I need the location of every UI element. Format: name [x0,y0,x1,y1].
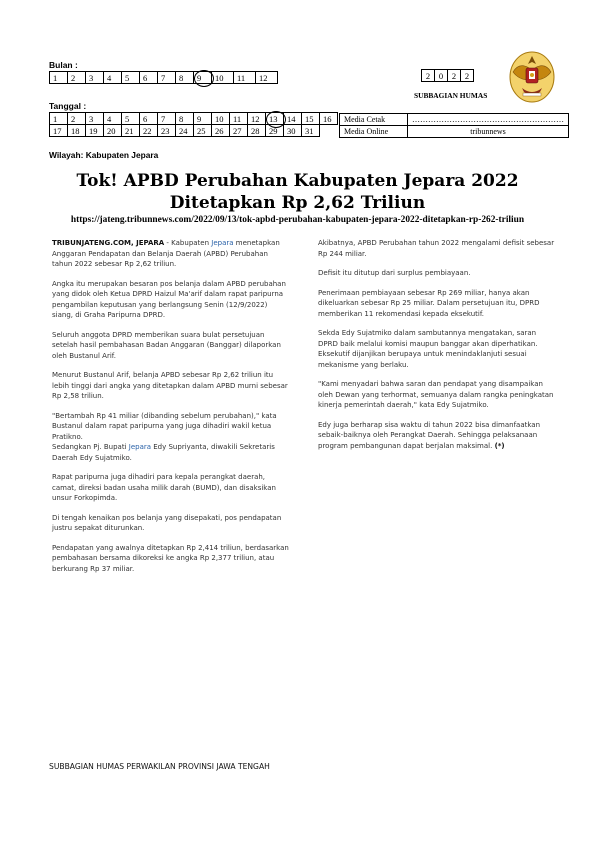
grid-value: 8 [179,113,184,124]
grid-value: 2 [71,113,76,124]
paragraph: TRIBUNJATENG.COM, JEPARA - Kabupaten Jepara menetapkan Anggaran Pendapatan dan Belanja Daerah (APBD) Perubahan tahun 2022 sebesar Rp 2,62 triliun. [52,239,280,268]
grid-cell [176,72,194,84]
grid-value: 6 [143,113,148,124]
grid-cell [158,125,176,137]
paragraph: Sekda Edy Sujatmiko dalam sambutannya mengatakan, saran DPRD baik melalui komisi maupun banggar akan diperhatikan. Eksekutif dijanjikan berupaya untuk menindaklanjuti sesuai mekanisme yang berlaku. [318,329,538,369]
grid-cell [212,72,234,84]
grid-value: 6 [143,72,148,83]
paragraph: Akibatnya, APBD Perubahan tahun 2022 mengalami defisit sebesar Rp 244 miliar. [318,239,555,258]
grid-cell [194,125,212,137]
paragraph: Penerimaan pembiayaan sebesar Rp 269 miliar, hanya akan dikeluarkan sebesar Rp 25 miliar. Dalam persetujuan itu, DPRD memberikan 11 rekomendasi kepada eksekutif. [318,288,540,318]
article-left-column [52,238,290,583]
paragraph: Sedangkan Pj. Bupati Jepara Edy Supriyanta, diwakili Sekretaris Daerah Edy Sujatmiko. [52,443,275,462]
paragraph: Seluruh anggota DPRD memberikan suara bulat persetujuan setelah hasil pembahasan Badan Anggaran (Banggar) dilaporkan oleh Bustanul Arif. [52,330,281,360]
grid-cell [212,113,230,125]
grid-value: 15 [305,113,314,124]
grid-value: 4 [107,113,112,124]
grid-cell [86,125,104,137]
grid-cell [86,113,104,125]
year-digit: 2 [448,70,461,82]
year-digit: 2 [422,70,435,82]
grid-cell [122,113,140,125]
paragraph: Angka itu merupakan besaran pos belanja dalam APBD perubahan yang didok oleh Ketua DPRD Haizul Ma'arif dalam rapat paripurna pengambilan keputusan yang berlangsung Senin (12/9/2022) siang, di Graha Paripurna DPRD. [52,279,286,319]
grid-value: 29 [269,125,278,136]
grid-cell [248,125,266,137]
grid-value: 27 [233,125,242,136]
grid-cell [86,72,104,84]
grid-cell [302,113,320,125]
grid-value: 30 [287,125,296,136]
grid-value: 28 [251,125,260,136]
grid-value: 31 [305,125,314,136]
grid-value: 21 [125,125,134,136]
jepara-link[interactable]: Jepara [128,443,152,451]
media-cetak-value: ………………………………………………… [408,114,569,126]
year-box [421,69,474,82]
grid-value: 5 [125,72,130,83]
footer-org: SUBBAGIAN HUMAS PERWAKILAN PROVINSI JAWA TENGAH [49,762,270,771]
grid-value: 23 [161,125,170,136]
bulan-label: Bulan : [49,60,78,70]
selected-value: 9 [197,72,202,83]
grid-cell [140,72,158,84]
org-name: SUBBAGIAN HUMAS [414,91,488,100]
grid-cell [140,113,158,125]
grid-value: 7 [161,113,166,124]
grid-value: 4 [107,72,112,83]
grid-cell [140,125,158,137]
article-title-line1: Tok! APBD Perubahan Kabupaten Jepara 2022 [76,171,519,191]
grid-value: 14 [287,113,296,124]
grid-value: 11 [237,72,246,83]
grid-cell [104,113,122,125]
grid-value: 20 [107,125,116,136]
grid-cell [176,125,194,137]
media-online-label: Media Online [340,126,408,138]
grid-value: 11 [233,113,242,124]
grid-cell [256,72,278,84]
paragraph: Di tengah kenaikan pos belanja yang disepakati, pos pendapatan justru sepakat diturunkan. [52,513,282,532]
article-url[interactable]: https://jateng.tribunnews.com/2022/09/13/tok-apbd-perubahan-kabupaten-jepara-2022-ditetapkan-rp-262-triliun [70,215,525,225]
grid-cell [68,72,86,84]
paragraph: Defisit itu ditutup dari surplus pembiayaan. [318,269,471,277]
grid-cell [50,125,68,137]
grid-value: 1 [53,72,58,83]
grid-value: 10 [215,113,224,124]
grid-value: 10 [215,72,224,83]
grid-value: 7 [161,72,166,83]
grid-value: 12 [251,113,260,124]
jepara-link[interactable]: Jepara [211,239,234,247]
grid-cell [50,113,68,125]
grid-cell [194,113,212,125]
media-online-value: tribunnews [408,126,569,138]
paragraph: "Bertambah Rp 41 miliar (dibanding sebelum perubahan)," kata Bustanul dalam rapat paripurna yang juga dihadiri wakil ketua Pratikno. [52,411,277,441]
paragraph: "Kami menyadari bahwa saran dan pendapat yang disampaikan oleh Dewan yang terhormat, semuanya dalam rangka peningkatan kinerja pemerintah daerah," kata Edy Sujatmiko. [318,380,554,409]
grid-value: 18 [71,125,80,136]
grid-cell [230,125,248,137]
media-cetak-label: Media Cetak [340,114,408,126]
grid-cell [176,113,194,125]
grid-cell [320,113,338,125]
year-digit: 0 [435,70,448,82]
grid-value: 25 [197,125,206,136]
grid-cell [68,113,86,125]
grid-cell [104,125,122,137]
paragraph: Menurut Bustanul Arif, belanja APBD sebesar Rp 2,62 triliun itu lebih tinggi dari angka yang ditetapkan dalam APBD murni sebesar Rp 2,58 triliun. [52,371,288,400]
selected-value: 13 [269,113,278,124]
grid-value: 9 [197,113,202,124]
garuda-emblem-icon [509,50,555,104]
grid-value: 2 [71,72,76,83]
grid-value: 8 [179,72,184,83]
grid-cell [212,125,230,137]
grid-value: 26 [215,125,224,136]
grid-cell [158,113,176,125]
grid-cell [50,72,68,84]
wilayah: Wilayah: Kabupaten Jepara [49,150,159,160]
tanggal-label: Tanggal : [49,101,87,111]
grid-value: 16 [323,113,332,124]
month-grid [49,71,278,84]
grid-cell [302,125,320,137]
grid-cell [158,72,176,84]
grid-cell [122,72,140,84]
grid-value: 12 [259,72,268,83]
grid-value: 3 [89,113,94,124]
end-mark: (*) [494,441,505,450]
media-table [339,113,569,138]
grid-cell [284,125,302,137]
grid-value: 22 [143,125,152,136]
grid-value: 19 [89,125,98,136]
date-grid [49,112,338,137]
article-title-line2: Ditetapkan Rp 2,62 Triliun [169,193,426,213]
paragraph: Rapat paripurna juga dihadiri para kepala perangkat daerah, camat, direksi badan usaha milik darah (BUMD), dan disaksikan unsur Forkopimda. [52,473,276,502]
grid-value: 5 [125,113,130,124]
grid-cell [194,72,212,84]
year-digit: 2 [461,70,474,82]
grid-value: 17 [53,125,62,136]
grid-cell [266,113,284,125]
article-right-column [318,238,558,460]
grid-value: 1 [53,113,58,124]
grid-value: 24 [179,125,188,136]
grid-cell [122,125,140,137]
paragraph: Pendapatan yang awalnya ditetapkan Rp 2,414 triliun, berdasarkan pembahasan bersama dikoreksi ke angka Rp 2,377 triliun, atau berkurang Rp 37 miliar. [52,543,289,573]
grid-value: 3 [89,72,94,83]
grid-cell [230,113,248,125]
grid-cell [234,72,256,84]
paragraph: Edy juga berharap sisa waktu di tahun 2022 bisa dimanfaatkan sebaik-baiknya oleh Perangkat Daerah. Sehingga pelaksanaan program pembangunan dapat berjalan maksimal. (*) [318,420,541,450]
source-label: TRIBUNJATENG.COM, JEPARA [52,239,165,247]
grid-cell [248,113,266,125]
grid-cell [284,113,302,125]
grid-cell [68,125,86,137]
grid-cell [104,72,122,84]
